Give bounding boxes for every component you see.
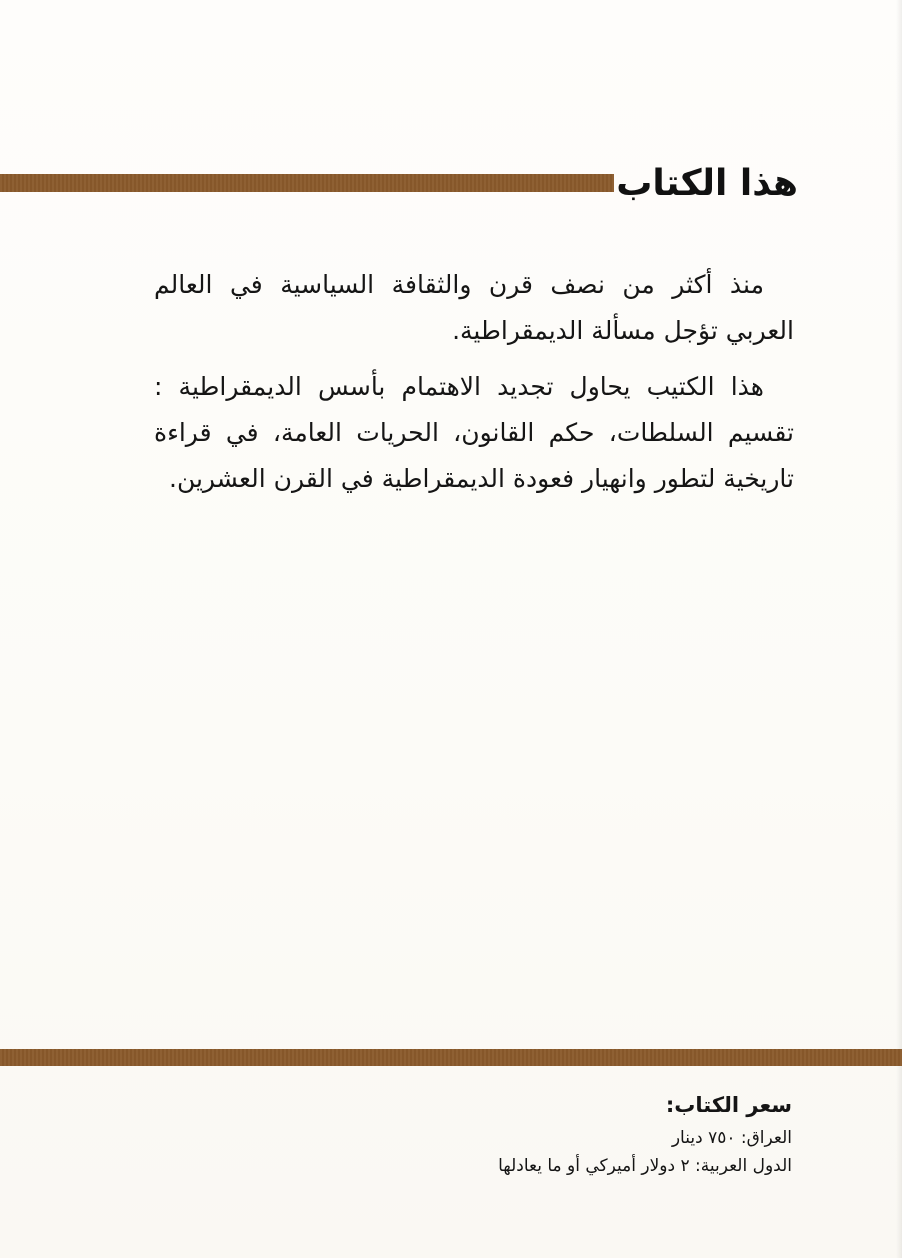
description-paragraph-2: هذا الكتيب يحاول تجديد الاهتمام بأسس الديمقراطية : تقسيم السلطات، حكم القانون، الحريات العامة، في قراءة تاريخية لتطور وانهيار فعودة الديمقراطية في القرن العشرين. (154, 372, 794, 493)
title-divider-bar (0, 174, 614, 192)
price-iraq: العراق: ٧٥٠ دينار (671, 1128, 792, 1148)
price-arab-countries: الدول العربية: ٢ دولار أميركي أو ما يعادلها (498, 1156, 792, 1176)
page-edge-shadow (896, 0, 902, 1258)
price-block (498, 1090, 792, 1180)
book-description (154, 262, 794, 512)
price-title: سعر الكتاب: (665, 1093, 792, 1117)
section-title: هذا الكتاب (616, 163, 798, 204)
footer-divider-bar (0, 1049, 902, 1066)
description-paragraph-1: منذ أكثر من نصف قرن والثقافة السياسية في العالم العربي تؤجل مسألة الديمقراطية. (154, 270, 794, 345)
